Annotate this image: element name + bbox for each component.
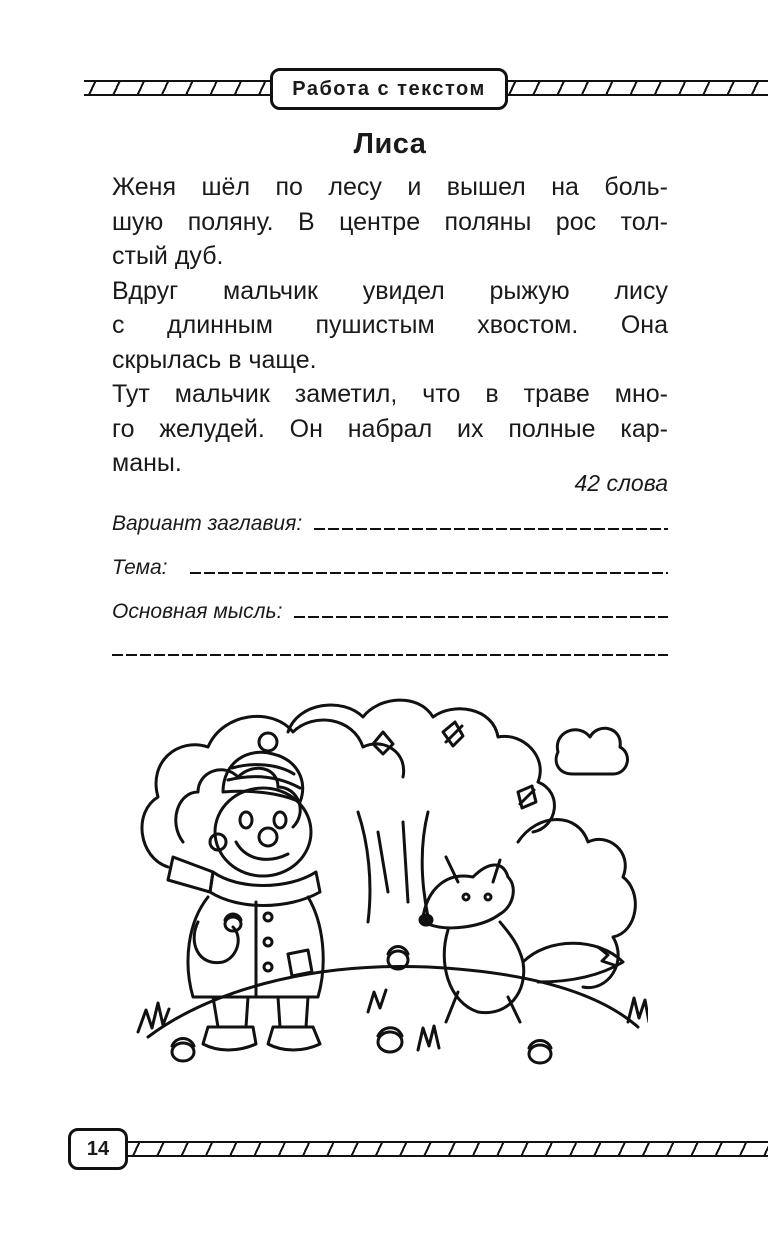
story-line: шую поляну. В центре поляны рос тол- <box>112 207 668 236</box>
leaf-2 <box>518 786 536 808</box>
story-line: го желудей. Он набрал их полные кар- <box>112 414 668 443</box>
main-idea-continuation-blank[interactable] <box>112 654 668 656</box>
main-idea-label: Основная мысль <box>112 600 277 623</box>
boy-boot-right <box>268 1027 320 1050</box>
story-line: с длинным пушистым хвостом. Она <box>112 311 668 339</box>
tree-trunk <box>358 812 370 922</box>
section-title-badge <box>270 68 508 110</box>
small-cloud <box>556 728 627 774</box>
header-rule-right <box>504 80 768 96</box>
grass-tuft <box>368 990 386 1012</box>
page-number-badge <box>68 1128 128 1170</box>
acorn-2 <box>378 1028 402 1052</box>
topic-label: Тема <box>112 556 162 579</box>
story-line: стый дуб. <box>112 242 224 270</box>
header-rule-left <box>84 80 274 96</box>
footer-rule <box>128 1141 768 1157</box>
leaf-1 <box>443 722 463 746</box>
title-variant-blank[interactable] <box>314 528 668 530</box>
boy-boot-left <box>203 1027 256 1050</box>
word-count: 42 слова <box>574 470 668 496</box>
story-line: скрылась в чаще. <box>112 345 317 374</box>
bush-right-outline <box>518 820 635 988</box>
grass-left <box>138 1003 169 1032</box>
section-title: Работа с текстом <box>292 77 486 100</box>
story-line: Женя шёл по лесу и вышел на боль- <box>112 173 668 201</box>
story-text <box>112 170 668 481</box>
story-line: Тут мальчик заметил, что в траве мно- <box>112 380 668 408</box>
acorn-1 <box>172 1039 194 1062</box>
page-number: 14 <box>86 1137 110 1160</box>
acorn-4 <box>529 1041 551 1064</box>
boy-face <box>215 788 311 876</box>
main-idea-blank[interactable] <box>294 616 668 618</box>
topic-field[interactable]: Тема: <box>112 548 668 580</box>
boy-and-fox-illustration <box>128 692 648 1092</box>
topic-blank[interactable] <box>190 572 669 574</box>
story-line: маны. <box>112 449 182 477</box>
story-line: Вдруг мальчик увидел рыжую лису <box>112 276 668 305</box>
grass-center <box>418 1026 439 1050</box>
story-title: Лиса <box>353 128 427 160</box>
title-variant-field[interactable]: Вариант заглавия: <box>112 504 668 536</box>
grass-right <box>628 998 648 1022</box>
title-variant-label: Вариант заглавия <box>112 512 297 535</box>
main-idea-field[interactable]: Основная мысль: <box>112 592 668 624</box>
boy-legs <box>213 997 308 1027</box>
